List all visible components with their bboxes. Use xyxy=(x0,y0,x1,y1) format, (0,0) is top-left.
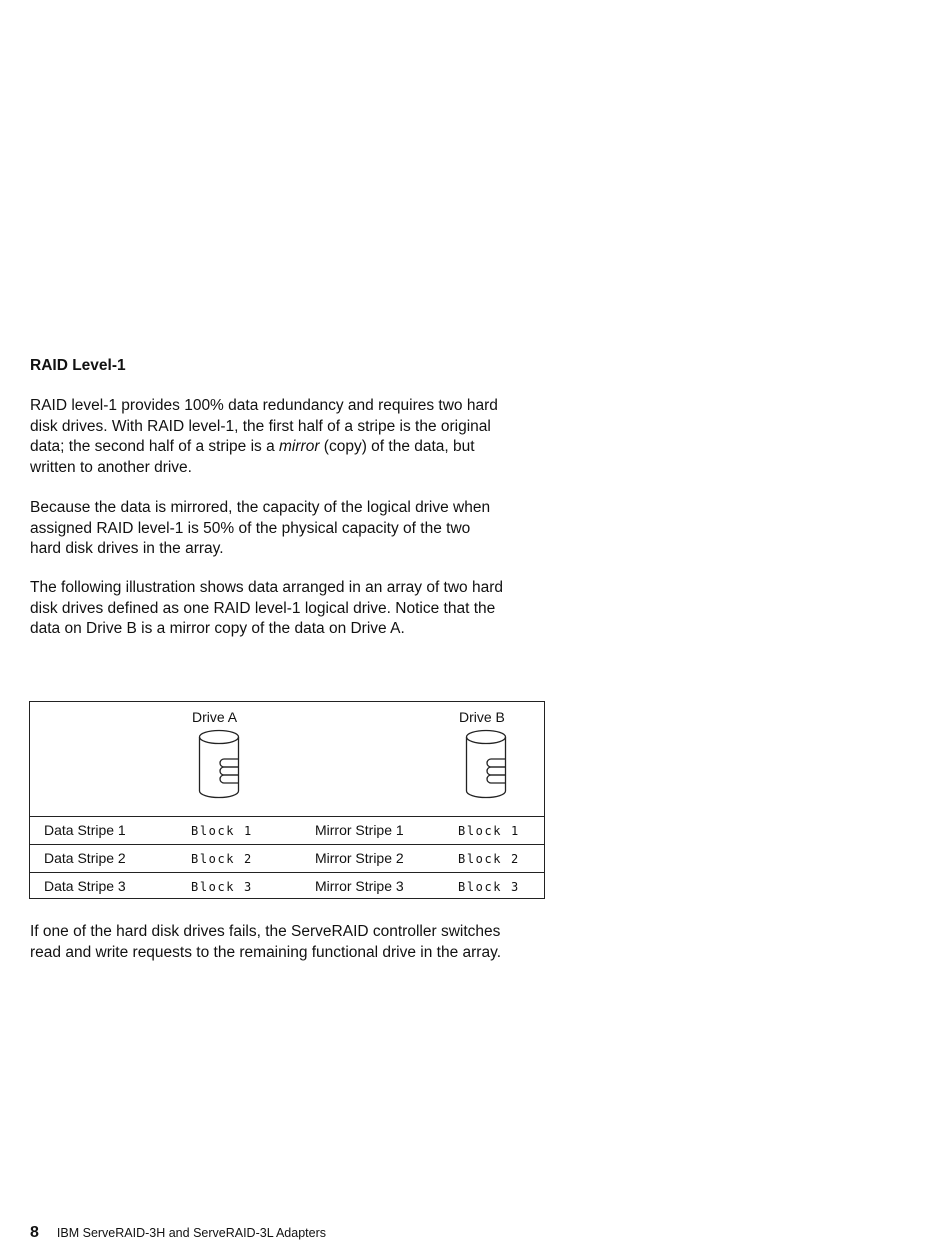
raid-level-1-figure xyxy=(29,701,545,899)
text-line: The following illustration shows data arranged in an array of two hard xyxy=(30,579,504,596)
text-line: data on Drive B is a mirror copy of the data on Drive A. xyxy=(30,620,405,637)
text-line: disk drives defined as one RAID level-1 logical drive. Notice that the xyxy=(30,599,496,617)
page-number: 8 xyxy=(30,1224,39,1241)
mirror-stripe-label: Mirror Stripe 1 xyxy=(315,822,404,838)
mirror-stripe-label: Mirror Stripe 2 xyxy=(315,850,404,866)
drive-a-block: Block 3 xyxy=(191,880,253,894)
stripe-row xyxy=(30,873,544,900)
page-footer xyxy=(30,1224,326,1242)
text-line xyxy=(30,437,560,458)
text-line: disk drives. With RAID level-1, the first half of a stripe is the original xyxy=(30,417,491,435)
text-fragment: data; the second half of a stripe is a xyxy=(30,438,280,455)
paragraph-capacity xyxy=(30,498,560,560)
drive-b-block: Block 1 xyxy=(458,824,520,838)
stripe-row xyxy=(30,845,544,873)
drive-a-block: Block 1 xyxy=(191,824,253,838)
drive-a-label: Drive A xyxy=(192,709,238,725)
paragraph-raid-level-1-intro xyxy=(30,396,560,478)
drive-b-label: Drive B xyxy=(459,709,505,725)
drive-b-block: Block 3 xyxy=(458,880,520,894)
drive-a-icon xyxy=(198,729,240,799)
text-line: written to another drive. xyxy=(30,458,192,476)
mirror-stripe-label: Mirror Stripe 3 xyxy=(315,878,404,894)
text-line: read and write requests to the remaining functional drive in the array. xyxy=(30,943,501,961)
paragraph-illustration-intro xyxy=(30,578,560,640)
stripe-table xyxy=(30,816,544,900)
text-line: If one of the hard disk drives fails, the ServeRAID controller switches xyxy=(30,923,501,940)
drive-a-block: Block 2 xyxy=(191,852,253,866)
mirror-emphasis: mirror xyxy=(279,438,320,455)
paragraph-failover xyxy=(30,922,560,963)
drive-b-icon xyxy=(465,729,507,799)
drive-b-block: Block 2 xyxy=(458,852,520,866)
section-heading: RAID Level-1 xyxy=(30,357,126,374)
text-line: assigned RAID level-1 is 50% of the physical capacity of the two xyxy=(30,519,471,537)
text-line: Because the data is mirrored, the capacity of the logical drive when xyxy=(30,499,491,516)
stripe-row xyxy=(30,817,544,845)
text-fragment: (copy) of the data, but xyxy=(319,438,475,455)
book-title: IBM ServeRAID-3H and ServeRAID-3L Adapters xyxy=(56,1226,326,1240)
data-stripe-label: Data Stripe 2 xyxy=(44,850,126,866)
text-line: RAID level-1 provides 100% data redundancy and requires two hard xyxy=(30,397,498,414)
text-line: hard disk drives in the array. xyxy=(30,540,224,557)
data-stripe-label: Data Stripe 1 xyxy=(44,822,126,838)
data-stripe-label: Data Stripe 3 xyxy=(44,878,126,894)
